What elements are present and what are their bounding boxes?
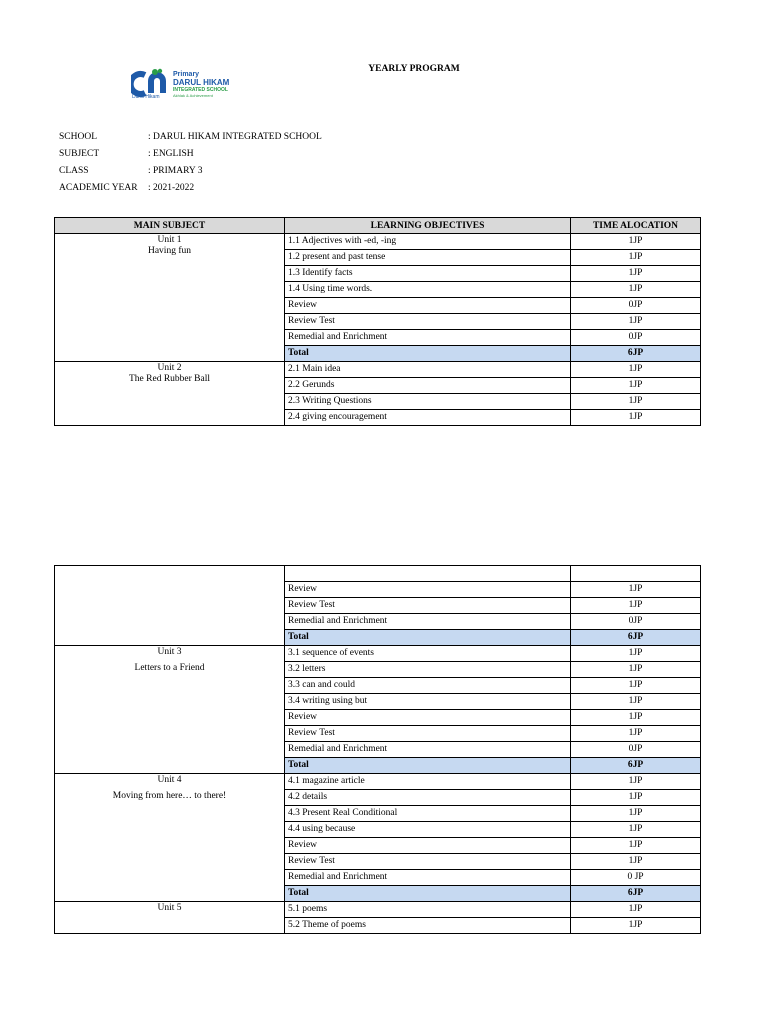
objective-cell: Review [285, 710, 571, 726]
unit-number: Unit 2 [157, 363, 182, 373]
unit-title: The Red Rubber Ball [129, 374, 210, 384]
info-key: ACADEMIC YEAR [59, 183, 138, 193]
time-cell: 0JP [571, 298, 701, 314]
time-cell: 1JP [571, 790, 701, 806]
info-row-subject [59, 148, 322, 165]
unit-title: Moving from here… to there! [112, 791, 227, 801]
table-body [55, 566, 701, 934]
table-row [55, 362, 701, 378]
objective-cell: 1.3 Identify facts [285, 266, 571, 282]
logo-line-tagline: Akhlak & Achievement [173, 93, 213, 98]
time-cell: 1JP [571, 362, 701, 378]
info-row-class [59, 165, 322, 182]
objective-cell: 2.3 Writing Questions [285, 394, 571, 410]
table-body [55, 234, 701, 426]
info-key: SUBJECT [59, 149, 100, 159]
time-cell: 1JP [571, 266, 701, 282]
unit-cell [55, 646, 285, 774]
objective-cell: 1.1 Adjectives with -ed, -ing [285, 234, 571, 250]
yearly-program-table-page-2 [54, 565, 701, 934]
objective-cell: 1.4 Using time words. [285, 282, 571, 298]
logo-caption: Darul Hikam [132, 94, 160, 100]
unit-cell [55, 774, 285, 902]
table-row [55, 234, 701, 250]
table-row [55, 902, 701, 918]
objective-cell: Total [285, 758, 571, 774]
info-value: : DARUL HIKAM INTEGRATED SCHOOL [148, 132, 322, 142]
time-cell: 1JP [571, 838, 701, 854]
time-cell: 1JP [571, 582, 701, 598]
yearly-program-table-page-1 [54, 217, 701, 426]
time-cell: 1JP [571, 710, 701, 726]
time-cell: 6JP [571, 886, 701, 902]
time-cell: 1JP [571, 806, 701, 822]
logo-line-primary: Primary [173, 71, 200, 78]
time-cell: 6JP [571, 758, 701, 774]
unit-title: Having fun [147, 246, 191, 256]
objective-cell: 3.3 can and could [285, 678, 571, 694]
objective-cell: 4.2 details [285, 790, 571, 806]
info-row-academic-year [59, 182, 322, 199]
info-value: : 2021-2022 [148, 183, 195, 193]
objective-cell: 1.2 present and past tense [285, 250, 571, 266]
info-value: : PRIMARY 3 [148, 166, 203, 176]
table-row [55, 646, 701, 662]
time-cell: 1JP [571, 282, 701, 298]
unit-cell [55, 902, 285, 934]
objective-cell: 5.2 Theme of poems [285, 918, 571, 934]
table-row [55, 566, 701, 582]
header-learning-objectives: LEARNING OBJECTIVES [285, 218, 571, 234]
unit-cell [55, 362, 285, 426]
table-header-row [55, 218, 701, 234]
time-cell [571, 566, 701, 582]
objective-cell: 4.3 Present Real Conditional [285, 806, 571, 822]
logo-line-name: DARUL HIKAM [173, 78, 230, 87]
objective-cell: Review [285, 582, 571, 598]
unit-number: Unit 4 [157, 775, 182, 785]
time-cell: 1JP [571, 774, 701, 790]
time-cell: 1JP [571, 662, 701, 678]
objective-cell: Review Test [285, 314, 571, 330]
objective-cell: 2.2 Gerunds [285, 378, 571, 394]
header-main-subject: MAIN SUBJECT [55, 218, 285, 234]
document-title: YEARLY PROGRAM [368, 64, 460, 74]
time-cell: 1JP [571, 314, 701, 330]
objective-cell: Remedial and Enrichment [285, 614, 571, 630]
objective-cell: 4.1 magazine article [285, 774, 571, 790]
time-cell: 1JP [571, 694, 701, 710]
objective-cell: 4.4 using because [285, 822, 571, 838]
objective-cell: 3.2 letters [285, 662, 571, 678]
objective-cell: Total [285, 630, 571, 646]
info-key: CLASS [59, 166, 89, 176]
unit-cell [55, 566, 285, 646]
objective-cell: 3.1 sequence of events [285, 646, 571, 662]
objective-cell: Review [285, 838, 571, 854]
time-cell: 1JP [571, 378, 701, 394]
unit-title: Letters to a Friend [134, 663, 205, 673]
logo-line-type: INTEGRATED SCHOOL [173, 87, 228, 93]
objective-cell: 2.4 giving encouragement [285, 410, 571, 426]
info-block [59, 131, 322, 199]
objective-cell: 3.4 writing using but [285, 694, 571, 710]
time-cell: 1JP [571, 822, 701, 838]
table-row [55, 774, 701, 790]
objective-cell: Remedial and Enrichment [285, 330, 571, 346]
unit-number: Unit 1 [157, 235, 182, 245]
logo-wordmark [173, 71, 229, 98]
time-cell: 1JP [571, 726, 701, 742]
objective-cell: Review Test [285, 726, 571, 742]
time-cell: 1JP [571, 902, 701, 918]
objective-cell: 2.1 Main idea [285, 362, 571, 378]
time-cell: 1JP [571, 598, 701, 614]
time-cell: 6JP [571, 630, 701, 646]
info-key: SCHOOL [59, 132, 98, 142]
objective-cell: Remedial and Enrichment [285, 870, 571, 886]
objective-cell: Remedial and Enrichment [285, 742, 571, 758]
time-cell: 1JP [571, 250, 701, 266]
time-cell: 0JP [571, 330, 701, 346]
unit-cell [55, 234, 285, 362]
time-cell: 1JP [571, 678, 701, 694]
time-cell: 1JP [571, 918, 701, 934]
time-cell: 1JP [571, 234, 701, 250]
objective-cell: 5.1 poems [285, 902, 571, 918]
time-cell: 1JP [571, 646, 701, 662]
time-cell: 0 JP [571, 870, 701, 886]
unit-number: Unit 3 [157, 647, 182, 657]
time-cell: 0JP [571, 614, 701, 630]
info-row-school [59, 131, 322, 148]
objective-cell [285, 566, 571, 582]
time-cell: 1JP [571, 854, 701, 870]
unit-number: Unit 5 [157, 903, 182, 913]
objective-cell: Review Test [285, 598, 571, 614]
objective-cell: Total [285, 886, 571, 902]
objective-cell: Review [285, 298, 571, 314]
header-time-allocation: TIME ALOCATION [571, 218, 701, 234]
info-value: : ENGLISH [148, 149, 194, 159]
time-cell: 1JP [571, 394, 701, 410]
time-cell: 1JP [571, 410, 701, 426]
objective-cell: Review Test [285, 854, 571, 870]
objective-cell: Total [285, 346, 571, 362]
time-cell: 6JP [571, 346, 701, 362]
time-cell: 0JP [571, 742, 701, 758]
